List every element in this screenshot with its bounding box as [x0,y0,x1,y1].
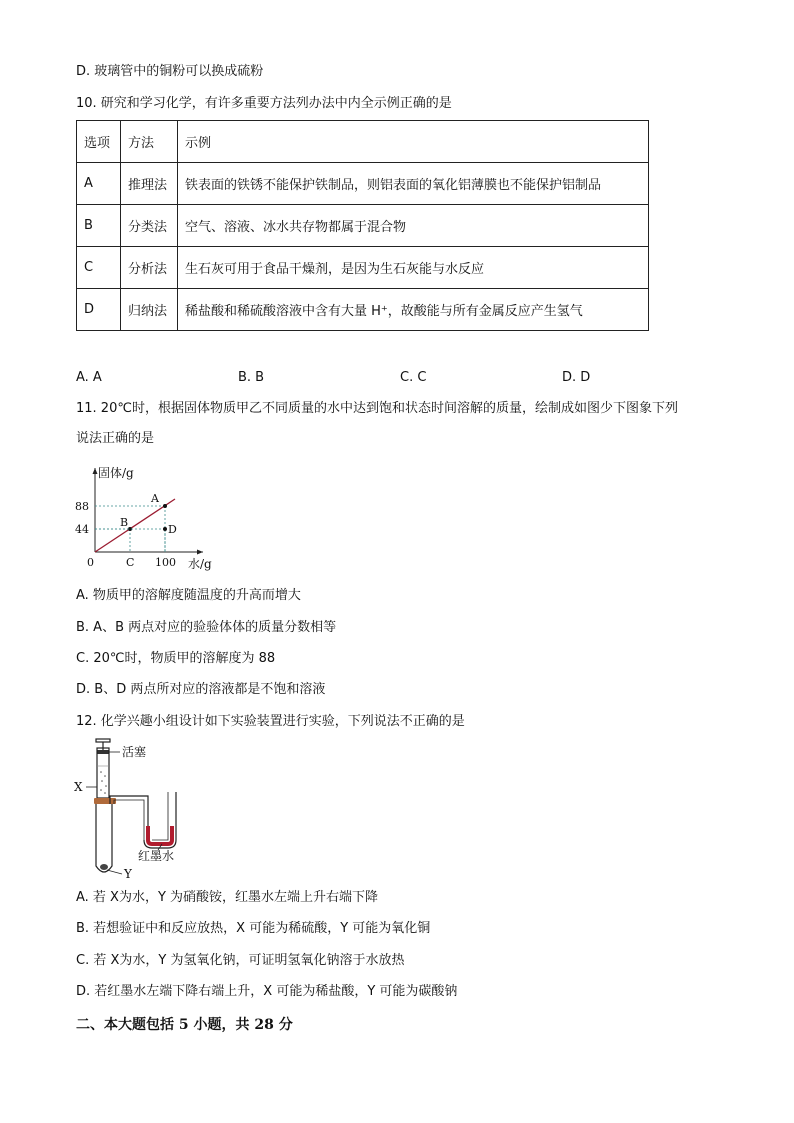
q9-option-d: D. 玻璃管中的铜粉可以换成硫粉 [76,64,264,79]
x-tick-label: C [126,556,135,569]
data-point [163,504,167,508]
table-row [77,205,649,247]
table-cell: 推理法 [121,163,178,205]
q11-option-a: A. 物质甲的溶解度随温度的升高而增大 [76,588,301,603]
x-label: X [74,780,83,794]
series-line [95,499,175,552]
y-label: Y [124,867,132,881]
piston [98,750,109,754]
origin-label: 0 [87,556,94,569]
q10-option-a: A. A [76,370,102,385]
x-axis-arrow [197,550,203,555]
y-pointer [107,870,122,874]
table-header-cell: 示例 [178,121,649,163]
table-cell: 空气、溶液、冰水共存物都属于混合物 [178,205,649,247]
x-axis-label: 水/g [188,557,212,571]
solid-y [100,864,108,870]
point-label: B [120,516,129,529]
table-cell: 归纳法 [121,289,178,331]
table-cell: B [77,205,121,247]
table-row [77,289,649,331]
plunger-handle [96,739,110,742]
section-heading: 二、本大题包括 5 小题，共 28 分 [76,1017,293,1033]
y-axis-label: 固体/g [98,466,134,480]
table-header-cell: 方法 [121,121,178,163]
table-cell: 稀盐酸和稀硫酸溶液中含有大量 H⁺，故酸能与所有金属反应产生氢气 [178,289,649,331]
connecting-tube-inner [114,800,144,840]
table-cell: C [77,247,121,289]
q11-solubility-chart [70,460,230,572]
y-tick-label: 44 [75,523,89,536]
y-tick-label: 88 [75,500,89,513]
q12-apparatus-diagram [72,736,202,882]
table-cell: 分析法 [121,247,178,289]
q12-option-b: B. 若想验证中和反应放热，X 可能为稀硫酸，Y 可能为氧化铜 [76,921,431,936]
q11-stem-line2: 说法正确的是 [76,431,155,446]
test-tube [96,804,112,872]
q11-stem-line1: 11. 20℃时，根据固体物质甲乙不同质量的水中达到饱和状态时间溶解的质量，绘制成如图少下图象下列 [76,401,678,416]
piston-label: 活塞 [122,745,147,759]
red-ink-label: 红墨水 [138,849,175,863]
q10-table [76,120,649,331]
table-cell: 生石灰可用于食品干燥剂，是因为生石灰能与水反应 [178,247,649,289]
q11-option-d: D. B、D 两点所对应的溶液都是不饱和溶液 [76,682,326,697]
syringe-barrel [97,748,109,798]
q10-option-c: C. C [400,370,427,385]
x-tick-label: 100 [155,556,176,569]
table-cell: D [77,289,121,331]
point-label: A [151,492,159,505]
table-row [77,163,649,205]
table-cell: A [77,163,121,205]
q12-option-c: C. 若 X为水，Y 为氢氧化钠，可证明氢氧化钠溶于水放热 [76,953,405,968]
table-row [77,247,649,289]
point-label: D [168,523,177,536]
data-point [163,527,167,531]
q10-option-b: B. B [238,370,265,385]
q11-option-c: C. 20℃时，物质甲的溶解度为 88 [76,651,276,666]
liquid-x [100,771,107,794]
table-header-cell: 选项 [77,121,121,163]
q12-stem: 12. 化学兴趣小组设计如下实验装置进行实验，下列说法不正确的是 [76,714,465,729]
table-cell: 分类法 [121,205,178,247]
q12-option-a: A. 若 X为水，Y 为硝酸铵，红墨水左端上升右端下降 [76,890,379,905]
q10-stem: 10. 研究和学习化学，有许多重要方法列办法中内全示例正确的是 [76,96,452,111]
q11-option-b: B. A、B 两点对应的验验体体的质量分数相等 [76,620,337,635]
table-header-row [77,121,649,163]
table-cell: 铁表面的铁锈不能保护铁制品，则铝表面的氧化铝薄膜也不能保护铝制品 [178,163,649,205]
u-tube-inner [152,792,168,840]
q12-option-d: D. 若红墨水左端下降右端上升，X 可能为稀盐酸，Y 可能为碳酸钠 [76,984,458,999]
q10-option-d: D. D [562,370,591,385]
y-axis-arrow [93,468,98,474]
rubber-stopper [94,798,116,804]
